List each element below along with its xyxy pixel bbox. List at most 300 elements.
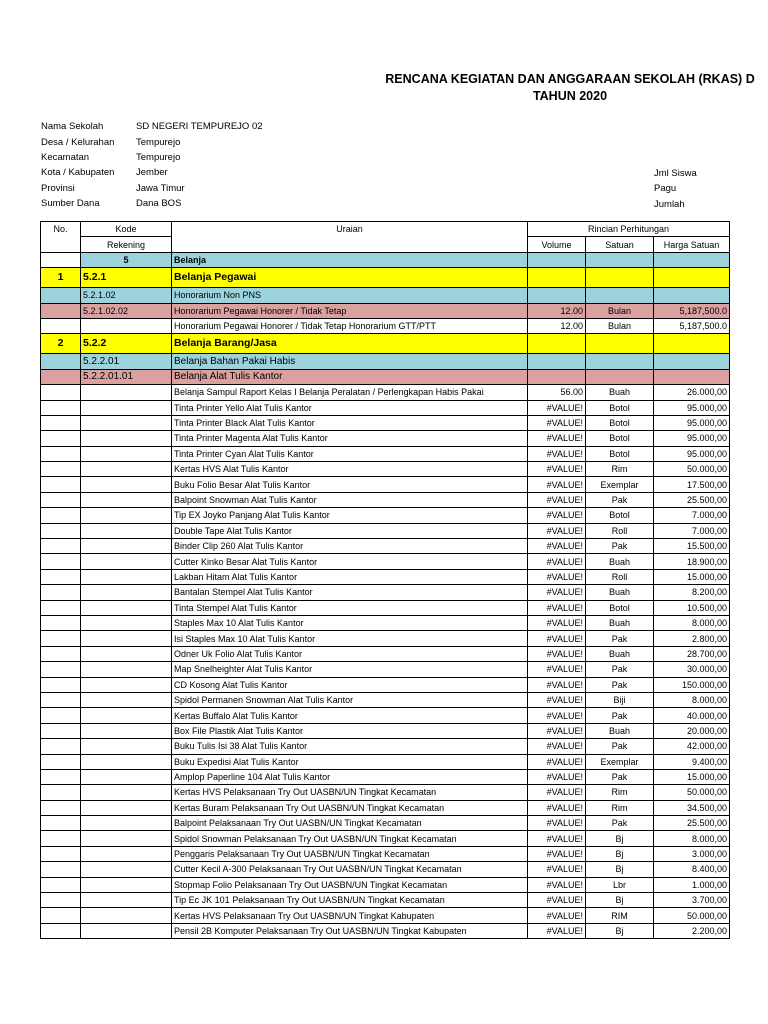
- cell-no: [41, 369, 81, 384]
- cell-satuan: Pak: [586, 539, 654, 554]
- cell-uraian: Honorarium Non PNS: [172, 288, 528, 303]
- table-row: [41, 816, 730, 831]
- cell-satuan: Botol: [586, 600, 654, 615]
- table-row: [41, 523, 730, 538]
- cell-no: [41, 923, 81, 938]
- label-jml-siswa: Jml Siswa: [654, 168, 697, 179]
- header-kode: Kode: [81, 222, 172, 237]
- cell-satuan: Roll: [586, 569, 654, 584]
- cell-harga: [654, 334, 730, 354]
- cell-no: [41, 754, 81, 769]
- cell-satuan: [586, 354, 654, 369]
- cell-kode: 5.2.1: [81, 268, 172, 288]
- cell-satuan: [586, 369, 654, 384]
- cell-satuan: Lbr: [586, 877, 654, 892]
- table-row: [41, 615, 730, 630]
- cell-volume: #VALUE!: [528, 446, 586, 461]
- cell-volume: #VALUE!: [528, 662, 586, 677]
- cell-harga: 3.700,00: [654, 893, 730, 908]
- table-row: [41, 334, 730, 354]
- cell-uraian: Kertas Buram Pelaksanaan Try Out UASBN/UN Tingkat Kecamatan: [172, 800, 528, 815]
- cell-kode: [81, 754, 172, 769]
- cell-satuan: Bj: [586, 846, 654, 861]
- cell-no: [41, 677, 81, 692]
- cell-kode: 5.2.1.02.02: [81, 303, 172, 318]
- cell-satuan: Buah: [586, 585, 654, 600]
- cell-no: [41, 600, 81, 615]
- info-label-kota: Kota / Kabupaten: [41, 167, 115, 178]
- cell-volume: #VALUE!: [528, 431, 586, 446]
- cell-satuan: Pak: [586, 816, 654, 831]
- cell-kode: [81, 646, 172, 661]
- cell-satuan: Buah: [586, 615, 654, 630]
- cell-no: [41, 462, 81, 477]
- cell-no: [41, 585, 81, 600]
- cell-volume: #VALUE!: [528, 631, 586, 646]
- cell-harga: 40.000,00: [654, 708, 730, 723]
- cell-harga: 8.000,00: [654, 692, 730, 707]
- table-row: [41, 508, 730, 523]
- table-row: [41, 662, 730, 677]
- cell-no: [41, 477, 81, 492]
- cell-kode: [81, 569, 172, 584]
- table-row: [41, 318, 730, 333]
- cell-satuan: Bj: [586, 893, 654, 908]
- table-row: [41, 431, 730, 446]
- cell-harga: 150.000,00: [654, 677, 730, 692]
- cell-volume: #VALUE!: [528, 708, 586, 723]
- cell-uraian: Honorarium Pegawai Honorer / Tidak Tetap Honorarium GTT/PTT: [172, 318, 528, 333]
- cell-harga: 8.000,00: [654, 615, 730, 630]
- cell-volume: #VALUE!: [528, 462, 586, 477]
- cell-kode: [81, 600, 172, 615]
- cell-volume: #VALUE!: [528, 769, 586, 784]
- cell-volume: #VALUE!: [528, 862, 586, 877]
- cell-uraian: Stopmap Folio Pelaksanaan Try Out UASBN/UN Tingkat Kecamatan: [172, 877, 528, 892]
- cell-uraian: Spidol Snowman Pelaksanaan Try Out UASBN/UN Tingkat Kecamatan: [172, 831, 528, 846]
- cell-uraian: Double Tape Alat Tulis Kantor: [172, 523, 528, 538]
- cell-kode: 5.2.2.01.01: [81, 369, 172, 384]
- cell-kode: [81, 893, 172, 908]
- cell-kode: [81, 816, 172, 831]
- cell-kode: 5.2.2: [81, 334, 172, 354]
- cell-uraian: Staples Max 10 Alat Tulis Kantor: [172, 615, 528, 630]
- cell-satuan: Rim: [586, 785, 654, 800]
- cell-satuan: Botol: [586, 431, 654, 446]
- cell-harga: 15.000,00: [654, 769, 730, 784]
- cell-uraian: Lakban Hitam Alat Tulis Kantor: [172, 569, 528, 584]
- cell-uraian: Tinta Printer Yello Alat Tulis Kantor: [172, 400, 528, 415]
- header-uraian: Uraian: [172, 222, 528, 253]
- cell-uraian: Amplop Paperline 104 Alat Tulis Kantor: [172, 769, 528, 784]
- cell-volume: [528, 354, 586, 369]
- cell-kode: [81, 431, 172, 446]
- cell-uraian: Cutter Kinko Besar Alat Tulis Kantor: [172, 554, 528, 569]
- cell-harga: 15.000,00: [654, 569, 730, 584]
- cell-no: [41, 739, 81, 754]
- cell-kode: [81, 539, 172, 554]
- cell-uraian: Pensil 2B Komputer Pelaksanaan Try Out UASBN/UN Tingkat Kabupaten: [172, 923, 528, 938]
- document-title: RENCANA KEGIATAN DAN ANGGARAAN SEKOLAH (RKAS) D: [385, 72, 755, 86]
- cell-no: [41, 508, 81, 523]
- cell-kode: 5.2.2.01: [81, 354, 172, 369]
- cell-harga: 3.000,00: [654, 846, 730, 861]
- cell-volume: #VALUE!: [528, 739, 586, 754]
- cell-harga: 15.500,00: [654, 539, 730, 554]
- cell-satuan: RIM: [586, 908, 654, 923]
- cell-no: [41, 446, 81, 461]
- cell-no: [41, 615, 81, 630]
- table-row: [41, 446, 730, 461]
- cell-volume: #VALUE!: [528, 846, 586, 861]
- cell-satuan: [586, 288, 654, 303]
- cell-no: [41, 908, 81, 923]
- cell-harga: 20.000,00: [654, 723, 730, 738]
- cell-kode: [81, 446, 172, 461]
- cell-kode: [81, 908, 172, 923]
- cell-volume: #VALUE!: [528, 816, 586, 831]
- cell-harga: 25.500,00: [654, 816, 730, 831]
- cell-harga: [654, 354, 730, 369]
- cell-kode: [81, 508, 172, 523]
- cell-uraian: Tip Ec JK 101 Pelaksanaan Try Out UASBN/UN Tingkat Kecamatan: [172, 893, 528, 908]
- cell-uraian: Belanja Barang/Jasa: [172, 334, 528, 354]
- cell-harga: 30.000,00: [654, 662, 730, 677]
- cell-volume: #VALUE!: [528, 539, 586, 554]
- cell-volume: 12.00: [528, 318, 586, 333]
- table-row: [41, 415, 730, 430]
- cell-uraian: Penggaris Pelaksanaan Try Out UASBN/UN Tingkat Kecamatan: [172, 846, 528, 861]
- cell-no: [41, 723, 81, 738]
- cell-harga: 34.500,00: [654, 800, 730, 815]
- cell-harga: [654, 252, 730, 267]
- cell-kode: [81, 554, 172, 569]
- cell-uraian: Binder Clip 260 Alat Tulis Kantor: [172, 539, 528, 554]
- table-row: [41, 554, 730, 569]
- cell-harga: 18.900,00: [654, 554, 730, 569]
- cell-no: 2: [41, 334, 81, 354]
- cell-kode: [81, 692, 172, 707]
- info-label-desa: Desa / Kelurahan: [41, 137, 115, 148]
- cell-uraian: Kertas Buffalo Alat Tulis Kantor: [172, 708, 528, 723]
- info-label-nama-sekolah: Nama Sekolah: [41, 121, 104, 132]
- cell-uraian: Map Snelheighter Alat Tulis Kantor: [172, 662, 528, 677]
- cell-uraian: Belanja: [172, 252, 528, 267]
- cell-satuan: [586, 268, 654, 288]
- cell-satuan: Buah: [586, 554, 654, 569]
- cell-uraian: Spidol Permanen Snowman Alat Tulis Kantor: [172, 692, 528, 707]
- cell-harga: 50.000,00: [654, 785, 730, 800]
- cell-no: [41, 252, 81, 267]
- cell-satuan: Bj: [586, 831, 654, 846]
- cell-kode: [81, 785, 172, 800]
- cell-kode: [81, 477, 172, 492]
- cell-kode: 5.2.1.02: [81, 288, 172, 303]
- info-value-provinsi: Jawa Timur: [136, 183, 185, 194]
- cell-no: [41, 318, 81, 333]
- cell-harga: 25.500,00: [654, 492, 730, 507]
- cell-volume: [528, 252, 586, 267]
- cell-harga: 28.700,00: [654, 646, 730, 661]
- cell-harga: 50.000,00: [654, 462, 730, 477]
- cell-no: [41, 400, 81, 415]
- cell-harga: 2.800,00: [654, 631, 730, 646]
- table-row: [41, 893, 730, 908]
- budget-table: [40, 221, 730, 939]
- cell-no: [41, 288, 81, 303]
- cell-no: [41, 431, 81, 446]
- table-row: [41, 385, 730, 400]
- table-row: [41, 288, 730, 303]
- cell-satuan: Bulan: [586, 318, 654, 333]
- cell-satuan: Rim: [586, 462, 654, 477]
- table-row: [41, 369, 730, 384]
- cell-harga: [654, 369, 730, 384]
- header-satuan: Satuan: [586, 237, 654, 252]
- info-label-sumber-dana: Sumber Dana: [41, 198, 100, 209]
- cell-no: [41, 769, 81, 784]
- cell-harga: 26.000,00: [654, 385, 730, 400]
- cell-kode: [81, 523, 172, 538]
- cell-satuan: Botol: [586, 415, 654, 430]
- cell-harga: 1.000,00: [654, 877, 730, 892]
- cell-volume: [528, 288, 586, 303]
- cell-satuan: Pak: [586, 739, 654, 754]
- cell-harga: 7.000,00: [654, 508, 730, 523]
- cell-volume: #VALUE!: [528, 754, 586, 769]
- cell-satuan: [586, 334, 654, 354]
- cell-volume: #VALUE!: [528, 877, 586, 892]
- cell-satuan: Pak: [586, 677, 654, 692]
- label-pagu: Pagu: [654, 183, 677, 194]
- cell-kode: [81, 462, 172, 477]
- cell-no: [41, 523, 81, 538]
- label-jumlah: Jumlah: [654, 199, 685, 210]
- cell-no: [41, 862, 81, 877]
- cell-no: [41, 893, 81, 908]
- cell-no: [41, 539, 81, 554]
- table-row: [41, 492, 730, 507]
- info-label-provinsi: Provinsi: [41, 183, 75, 194]
- table-row: [41, 846, 730, 861]
- cell-volume: #VALUE!: [528, 800, 586, 815]
- table-row: [41, 569, 730, 584]
- cell-satuan: Pak: [586, 662, 654, 677]
- table-row: [41, 268, 730, 288]
- cell-volume: #VALUE!: [528, 646, 586, 661]
- cell-harga: 95.000,00: [654, 446, 730, 461]
- cell-volume: #VALUE!: [528, 508, 586, 523]
- cell-no: [41, 877, 81, 892]
- cell-uraian: Belanja Pegawai: [172, 268, 528, 288]
- cell-satuan: Roll: [586, 523, 654, 538]
- cell-no: [41, 846, 81, 861]
- cell-kode: [81, 318, 172, 333]
- cell-satuan: Pak: [586, 631, 654, 646]
- header-rekening: Rekening: [81, 237, 172, 252]
- cell-no: 1: [41, 268, 81, 288]
- table-row: [41, 877, 730, 892]
- cell-harga: 10.500,00: [654, 600, 730, 615]
- cell-uraian: Buku Folio Besar Alat Tulis Kantor: [172, 477, 528, 492]
- cell-no: [41, 554, 81, 569]
- cell-satuan: Pak: [586, 769, 654, 784]
- cell-volume: #VALUE!: [528, 585, 586, 600]
- table-row: [41, 677, 730, 692]
- cell-no: [41, 415, 81, 430]
- table-row: [41, 908, 730, 923]
- cell-uraian: Tinta Printer Magenta Alat Tulis Kantor: [172, 431, 528, 446]
- cell-uraian: Buku Expedisi Alat Tulis Kantor: [172, 754, 528, 769]
- table-row: [41, 477, 730, 492]
- cell-harga: 8.200,00: [654, 585, 730, 600]
- cell-satuan: [586, 252, 654, 267]
- table-row: [41, 754, 730, 769]
- cell-kode: [81, 385, 172, 400]
- cell-harga: 5,187,500.0: [654, 318, 730, 333]
- cell-satuan: Bulan: [586, 303, 654, 318]
- document-year: TAHUN 2020: [532, 89, 608, 103]
- cell-uraian: Tinta Printer Black Alat Tulis Kantor: [172, 415, 528, 430]
- cell-volume: #VALUE!: [528, 831, 586, 846]
- cell-volume: #VALUE!: [528, 723, 586, 738]
- table-row: [41, 600, 730, 615]
- cell-volume: #VALUE!: [528, 908, 586, 923]
- cell-harga: [654, 268, 730, 288]
- cell-uraian: CD Kosong Alat Tulis Kantor: [172, 677, 528, 692]
- cell-kode: [81, 677, 172, 692]
- cell-kode: [81, 862, 172, 877]
- cell-harga: 95.000,00: [654, 431, 730, 446]
- cell-uraian: Belanja Alat Tulis Kantor: [172, 369, 528, 384]
- cell-kode: 5: [81, 252, 172, 267]
- cell-kode: [81, 492, 172, 507]
- table-row: [41, 631, 730, 646]
- cell-satuan: Exemplar: [586, 477, 654, 492]
- cell-volume: [528, 334, 586, 354]
- cell-volume: [528, 268, 586, 288]
- cell-uraian: Tinta Stempel Alat Tulis Kantor: [172, 600, 528, 615]
- cell-volume: #VALUE!: [528, 677, 586, 692]
- cell-volume: 56.00: [528, 385, 586, 400]
- cell-kode: [81, 831, 172, 846]
- cell-satuan: Rim: [586, 800, 654, 815]
- cell-volume: #VALUE!: [528, 600, 586, 615]
- cell-satuan: Botol: [586, 446, 654, 461]
- cell-uraian: Kertas HVS Pelaksanaan Try Out UASBN/UN Tingkat Kabupaten: [172, 908, 528, 923]
- cell-uraian: Belanja Sampul Raport Kelas I Belanja Peralatan / Perlengkapan Habis Pakai: [172, 385, 528, 400]
- cell-no: [41, 831, 81, 846]
- cell-harga: 5,187,500.0: [654, 303, 730, 318]
- cell-no: [41, 354, 81, 369]
- cell-uraian: Tip EX Joyko Panjang Alat Tulis Kantor: [172, 508, 528, 523]
- cell-no: [41, 816, 81, 831]
- cell-kode: [81, 631, 172, 646]
- cell-uraian: Cutter Kecil A-300 Pelaksanaan Try Out UASBN/UN Tingkat Kecamatan: [172, 862, 528, 877]
- cell-harga: 95.000,00: [654, 415, 730, 430]
- table-row: [41, 800, 730, 815]
- table-row: [41, 462, 730, 477]
- cell-volume: #VALUE!: [528, 893, 586, 908]
- header-volume: Volume: [528, 237, 586, 252]
- cell-kode: [81, 585, 172, 600]
- cell-volume: #VALUE!: [528, 523, 586, 538]
- info-label-kecamatan: Kecamatan: [41, 152, 90, 163]
- cell-harga: 9.400,00: [654, 754, 730, 769]
- info-value-kecamatan: Tempurejo: [136, 152, 181, 163]
- cell-kode: [81, 923, 172, 938]
- cell-kode: [81, 846, 172, 861]
- cell-uraian: Balpoint Snowman Alat Tulis Kantor: [172, 492, 528, 507]
- cell-satuan: Bj: [586, 862, 654, 877]
- table-row: [41, 400, 730, 415]
- cell-volume: #VALUE!: [528, 923, 586, 938]
- table-row: [41, 585, 730, 600]
- table-row: [41, 739, 730, 754]
- table-row: [41, 708, 730, 723]
- cell-satuan: Exemplar: [586, 754, 654, 769]
- cell-volume: #VALUE!: [528, 569, 586, 584]
- cell-kode: [81, 400, 172, 415]
- table-row: [41, 646, 730, 661]
- cell-satuan: Buah: [586, 646, 654, 661]
- cell-volume: #VALUE!: [528, 692, 586, 707]
- cell-satuan: Bj: [586, 923, 654, 938]
- cell-satuan: Buah: [586, 385, 654, 400]
- cell-volume: [528, 369, 586, 384]
- cell-volume: #VALUE!: [528, 785, 586, 800]
- cell-kode: [81, 769, 172, 784]
- cell-satuan: Biji: [586, 692, 654, 707]
- header-harga-satuan: Harga Satuan: [654, 237, 730, 252]
- cell-harga: 17.500,00: [654, 477, 730, 492]
- cell-harga: 95.000,00: [654, 400, 730, 415]
- table-row: [41, 303, 730, 318]
- table-row: [41, 769, 730, 784]
- cell-volume: #VALUE!: [528, 492, 586, 507]
- cell-harga: 50.000,00: [654, 908, 730, 923]
- cell-uraian: Balpoint Pelaksanaan Try Out UASBN/UN Tingkat Kecamatan: [172, 816, 528, 831]
- cell-uraian: Kertas HVS Pelaksanaan Try Out UASBN/UN Tingkat Kecamatan: [172, 785, 528, 800]
- cell-kode: [81, 739, 172, 754]
- cell-no: [41, 631, 81, 646]
- cell-kode: [81, 615, 172, 630]
- cell-satuan: Pak: [586, 492, 654, 507]
- cell-uraian: Kertas HVS Alat Tulis Kantor: [172, 462, 528, 477]
- table-row: [41, 354, 730, 369]
- cell-no: [41, 385, 81, 400]
- table-row: [41, 723, 730, 738]
- table-row: [41, 923, 730, 938]
- cell-volume: #VALUE!: [528, 554, 586, 569]
- table-row: [41, 252, 730, 267]
- cell-no: [41, 692, 81, 707]
- info-value-desa: Tempurejo: [136, 137, 181, 148]
- table-row: [41, 539, 730, 554]
- cell-kode: [81, 708, 172, 723]
- cell-uraian: Box File Plastik Alat Tulis Kantor: [172, 723, 528, 738]
- cell-uraian: Belanja Bahan Pakai Habis: [172, 354, 528, 369]
- cell-uraian: Isi Staples Max 10 Alat Tulis Kantor: [172, 631, 528, 646]
- cell-volume: 12.00: [528, 303, 586, 318]
- cell-volume: #VALUE!: [528, 615, 586, 630]
- table-row: [41, 831, 730, 846]
- cell-harga: 2.200,00: [654, 923, 730, 938]
- cell-satuan: Botol: [586, 400, 654, 415]
- cell-harga: 7.000,00: [654, 523, 730, 538]
- cell-volume: #VALUE!: [528, 415, 586, 430]
- cell-no: [41, 662, 81, 677]
